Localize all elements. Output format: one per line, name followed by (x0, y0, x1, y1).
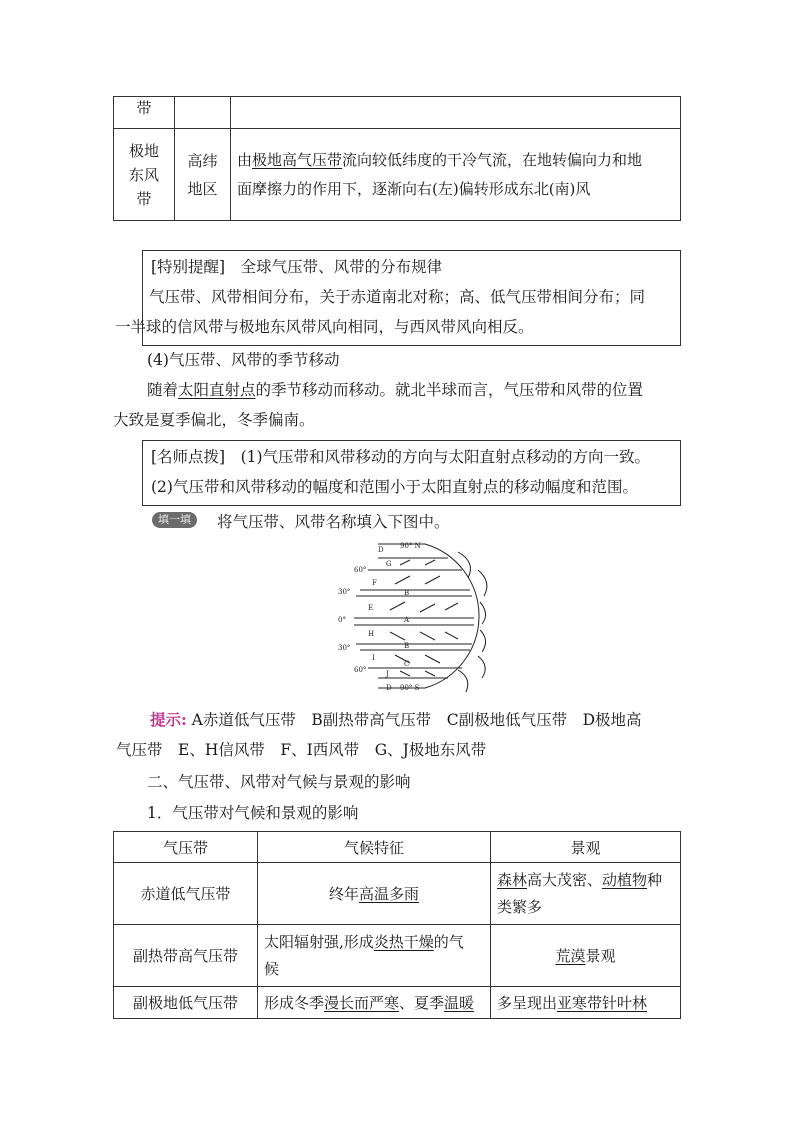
section2-subheading: 1．气压带对气候和景观的影响 (147, 804, 359, 822)
table2-cell: 森林高大茂密、动植物种 类繁多 (491, 863, 681, 925)
diagram-letter-b-north: B (404, 589, 410, 597)
special-reminder-box (115, 250, 681, 346)
wind-belt-table-continued (113, 96, 681, 221)
table2-cell: 副极地低气压带 (114, 987, 258, 1019)
special-reminder-line: 气压带、风带相间分布，关于赤道南北对称；高、低气压带相间分布；同 (149, 288, 646, 306)
pressure-belt-climate-table (113, 831, 681, 1019)
diagram-letter-h: H (368, 630, 375, 638)
table2-header: 气压带 (114, 832, 258, 863)
fill-in-tag: 填一填 (152, 512, 197, 528)
table1-cell-empty (231, 97, 681, 129)
diagram-letter-c-south: C (404, 660, 410, 668)
diagram-lat-30s: 30° (338, 644, 351, 652)
table2-cell: 副热带高气压带 (114, 925, 258, 987)
diagram-letter-a: A (404, 616, 410, 624)
table2-cell: 终年高温多雨 (258, 863, 491, 925)
expert-tip-box (142, 440, 681, 506)
diagram-lat-30n: 30° (338, 588, 351, 596)
table2-cell: 多呈现出亚寒带针叶林 (491, 987, 681, 1019)
table2-cell: 赤道低气压带 (114, 863, 258, 925)
expert-tip-line: [名师点拨] (1)气压带和风带移动的方向与太阳直射点移动的方向一致。 (151, 448, 651, 466)
table2-cell: 形成冬季漫长而严寒、夏季温暖 (258, 987, 491, 1019)
diagram-south-pole-label: 90° S (400, 684, 420, 692)
section2-heading: 二、气压带、风带对气候与景观的影响 (147, 773, 411, 791)
diagram-lat-0: 0° (338, 616, 346, 624)
diagram-letter-f: F (372, 579, 377, 587)
table1-cell-polar-easterlies: 极地 东风 带 (114, 129, 175, 221)
table2-header: 气候特征 (258, 832, 491, 863)
special-reminder-line: 一半球的信风带与极地东风带风向相同，与西风带风向相反。 (115, 318, 534, 336)
expert-tip-line: (2)气压带和风带移动的幅度和范围小于太阳直射点的移动幅度和范围。 (151, 478, 638, 496)
diagram-letter-g: G (386, 560, 392, 568)
diagram-letter-b-south: B (404, 642, 410, 650)
pressure-belt-diagram (330, 540, 500, 695)
section4-paragraph-line: 大致是夏季偏北，冬季偏南。 (113, 411, 315, 429)
section4-paragraph-line: 随着太阳直射点的季节移动而移动。就北半球而言，气压带和风带的位置 (147, 381, 644, 399)
table1-cell-belt-tail: 带 (114, 97, 175, 129)
diagram-lat-60s: 60° (354, 666, 367, 674)
diagram-lat-60n: 60° (354, 566, 367, 574)
table2-cell: 荒漠景观 (491, 925, 681, 987)
diagram-letter-i: I (372, 654, 375, 662)
table2-header: 景观 (491, 832, 681, 863)
table1-cell-empty (175, 97, 231, 129)
table2-cell: 太阳辐射强,形成炎热干燥的气 候 (258, 925, 491, 987)
special-reminder-heading: [特别提醒] 全球气压带、风带的分布规律 (151, 258, 443, 276)
diagram-north-pole-label: 90° N (400, 542, 421, 550)
fill-in-instruction: 将气压带、风带名称填入下图中。 (217, 513, 450, 531)
diagram-letter-d-north: D (378, 546, 384, 554)
hint-line: 提示: A赤道低气压带 B副热带高气压带 C副极地低气压带 D极地高 (150, 710, 642, 729)
diagram-letter-e: E (368, 604, 374, 612)
diagram-letter-j: J (386, 670, 389, 678)
diagram-letter-d-south: D (386, 684, 392, 692)
table1-cell-high-latitude: 高纬 地区 (175, 129, 231, 221)
hint-line: 气压带 E、H信风带 F、I西风带 G、J极地东风带 (116, 741, 487, 759)
table1-cell-description: 由极地高气压带流向较低纬度的干冷气流，在地转偏向力和地 面摩擦力的作用下，逐渐向右(左)偏转形成东北(南)风 (231, 129, 681, 221)
section4-heading: (4)气压带、风带的季节移动 (147, 351, 340, 369)
